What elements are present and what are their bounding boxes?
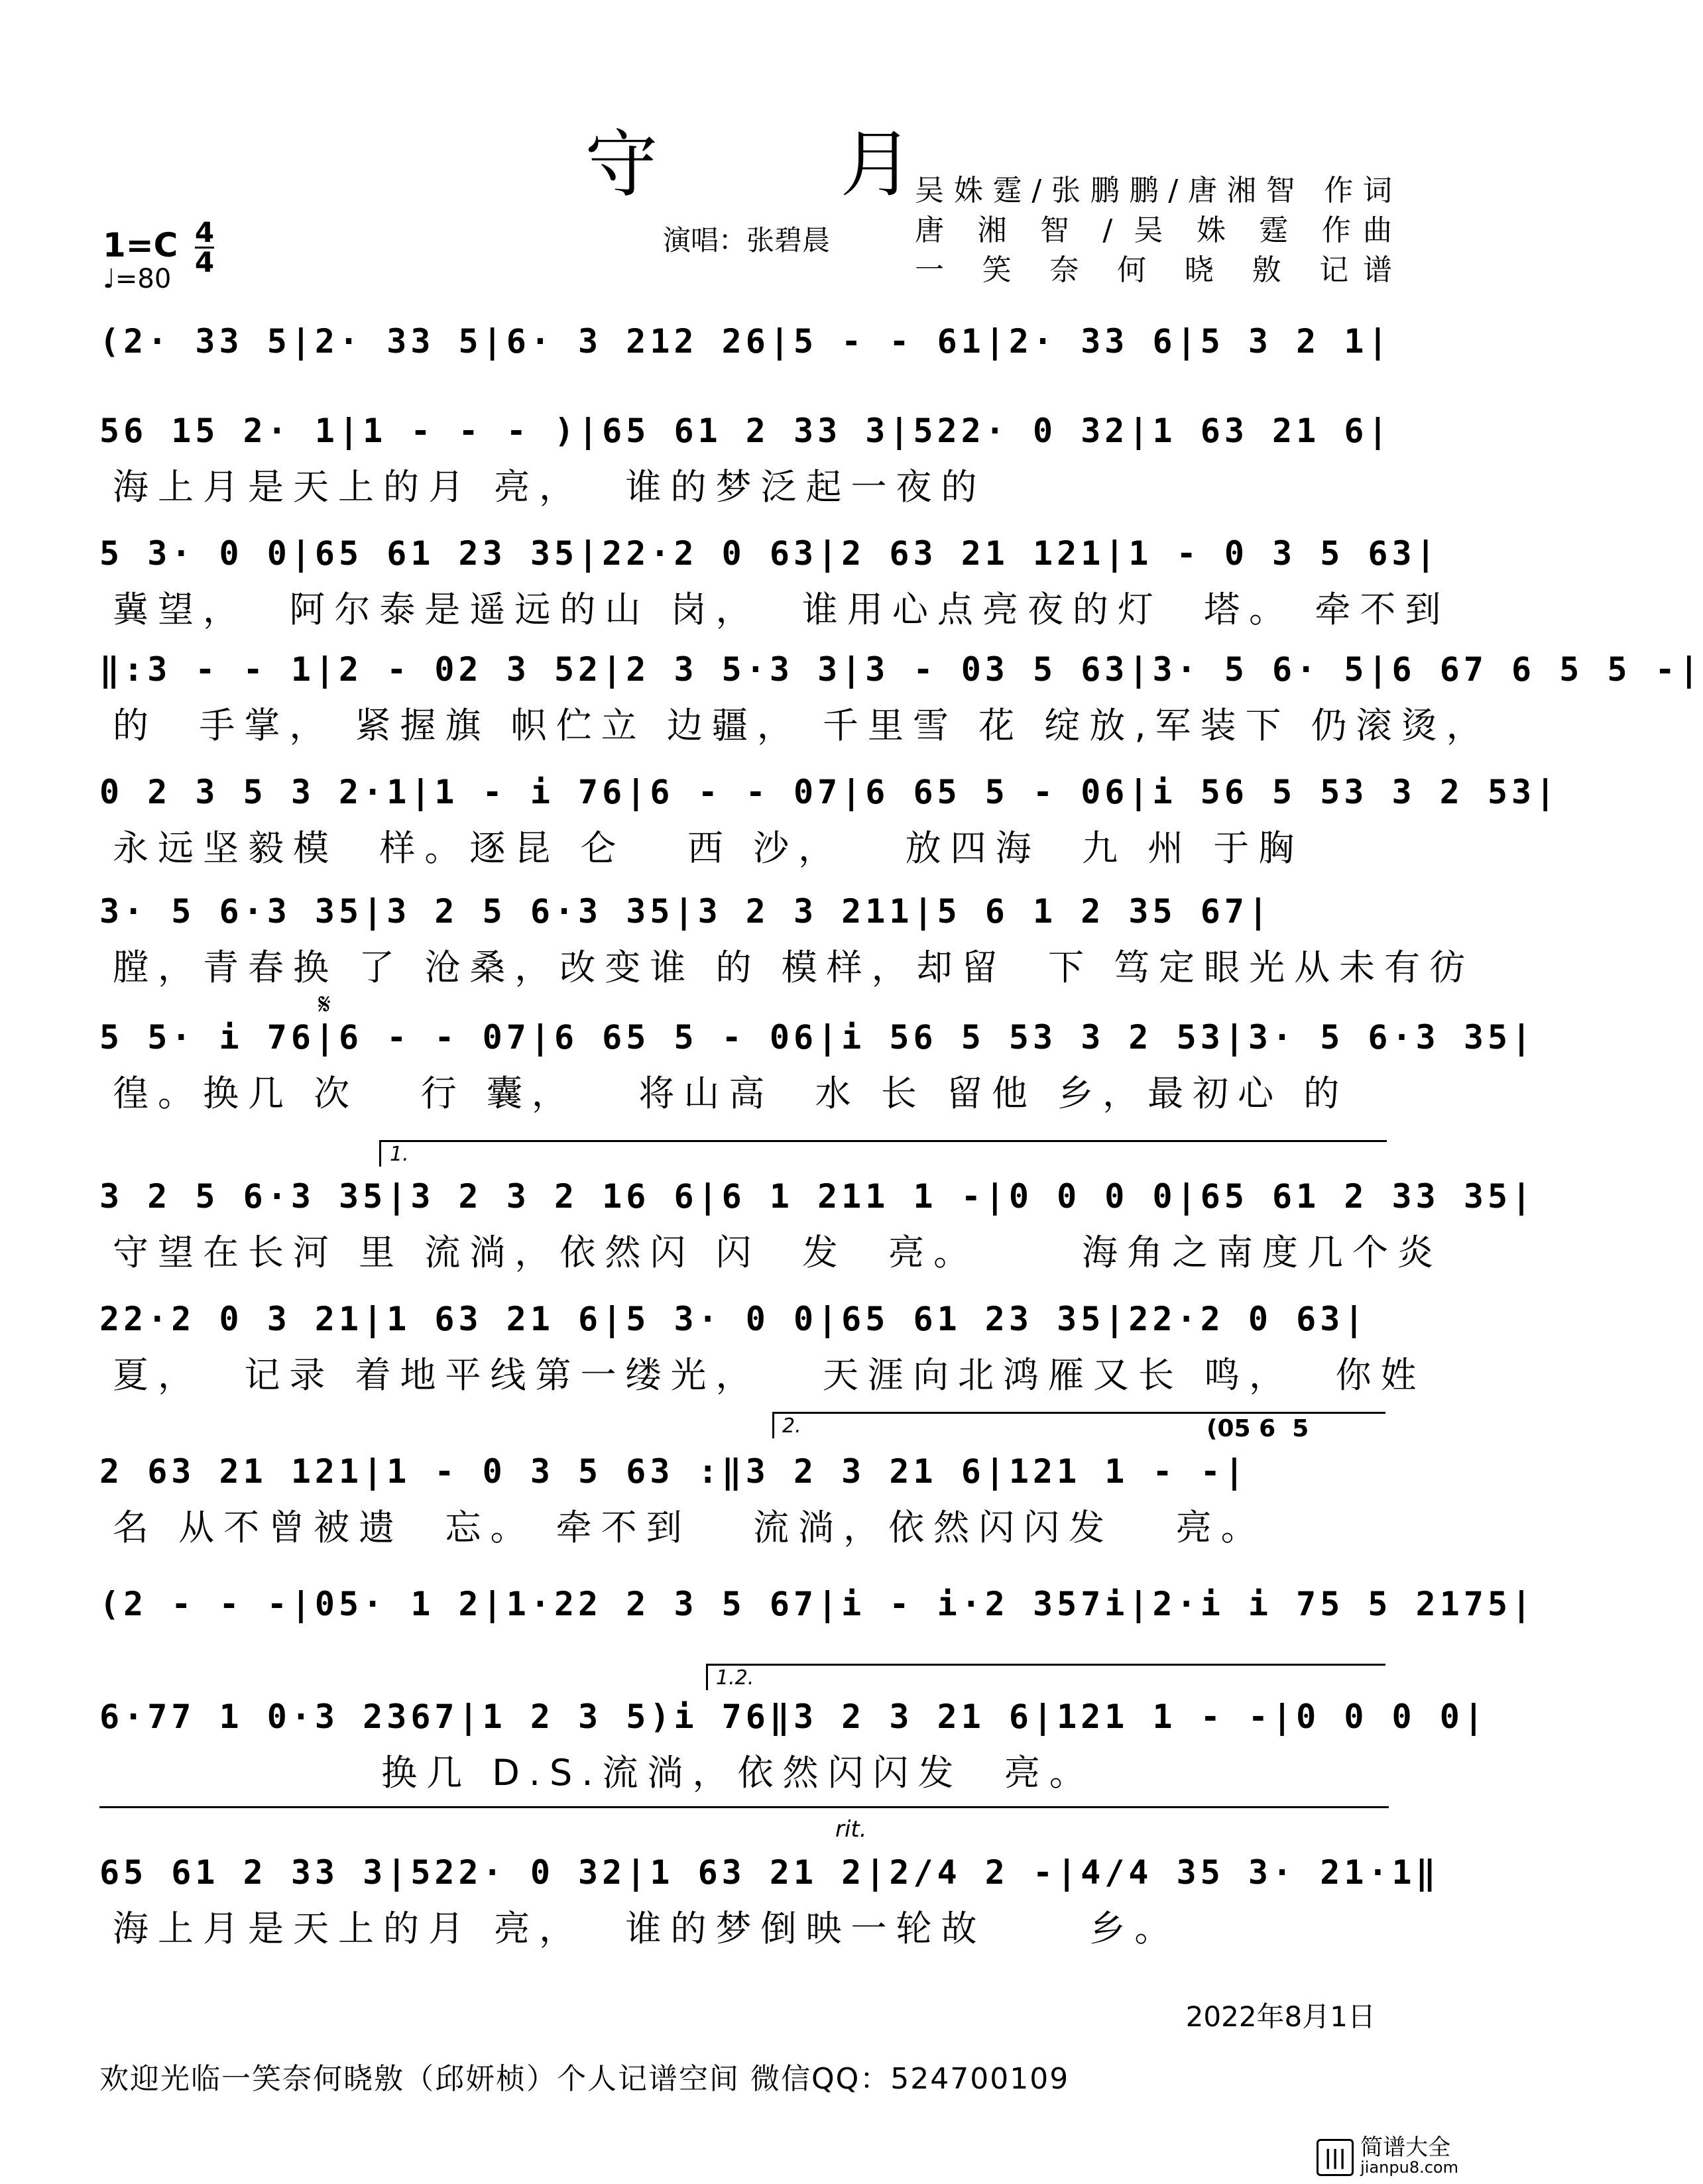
volta-bracket-2-edge [772, 1412, 774, 1438]
score-system-7 [99, 1007, 1536, 1120]
volta-bracket-2 [772, 1412, 1385, 1414]
ossia-notes: (05 6 5 [1206, 1415, 1309, 1442]
volta-bracket-1-edge [379, 1140, 381, 1167]
logo-main: 简谱大全 [1360, 2134, 1451, 2161]
transcriber-credit: 一 笑 奈 何 晓 敫 记谱 [915, 253, 1392, 287]
key-label: 1=C [103, 226, 178, 264]
notation-line: 6·77 1 0·3 2367|1 2 3 5)i 76‖3 2 3 21 6|121 1 - -|0 0 0 0| [99, 1697, 1488, 1736]
coda-line [99, 1806, 1389, 1808]
score-system-3 [99, 524, 1450, 636]
notation-line: ‖:3 - - 1|2 - 02 3 52|2 3 5·3 3|3 - 03 5 63|3· 5 6· 5|6 67 6 5 5 -| [99, 650, 1703, 689]
score-system-6 [99, 882, 1475, 994]
lyric-line: 名 从不曾被遗 忘。 牵不到 流淌，依然闪闪发 亮。 [113, 1507, 1266, 1548]
notation-line: 22·2 0 3 21|1 63 21 6|5 3· 0 0|65 61 23 35|22·2 0 63| [99, 1300, 1368, 1338]
time-bottom: 4 [194, 246, 215, 278]
notation-line: 0 2 3 5 3 2·1|1 - i 76|6 - - 07|6 65 5 - 06|i 56 5 53 3 2 53| [99, 773, 1560, 811]
score-system-4 [99, 640, 1703, 752]
notation-line: 3· 5 6·3 35|3 2 5 6·3 35|3 2 3 211|5 6 1 2 35 67| [99, 892, 1273, 931]
time-top: 4 [194, 216, 215, 249]
volta-2-label: 2. [782, 1414, 801, 1438]
score-system-10 [99, 1442, 1399, 1554]
credits-block [915, 171, 1392, 290]
volta-1-label: 1. [390, 1143, 409, 1166]
logo-text [1360, 2134, 1458, 2177]
singer-credit: 演唱：张碧晨 [663, 224, 831, 257]
volta-bracket-12 [706, 1664, 1385, 1666]
volta-bracket-12-edge [706, 1664, 708, 1690]
notation-line: 3 2 5 6·3 35|3 2 3 2 16 6|6 1 211 1 -|0 0 0 0|65 61 2 33 35| [99, 1177, 1536, 1216]
score-system-13 [99, 1843, 1440, 1955]
logo-sub: jianpu8.com [1360, 2158, 1458, 2177]
logo-icon: ||| [1317, 2139, 1354, 2176]
score-system-9 [99, 1289, 1426, 1402]
lyric-line: 膛，青春换 了 沧桑，改变谁 的 模样，却留 下 笃定眼光从未有彷 [113, 947, 1475, 988]
transcription-date: 2022年8月1日 [1185, 2000, 1376, 2033]
notation-line: (2· 33 5|2· 33 5|6· 3 212 26|5 - - 61|2· 33 6|5 3 2 1| [99, 322, 1392, 361]
composer-credit: 唐 湘 智 / 吴 姝 霆 作曲 [915, 213, 1392, 247]
lyric-line: 夏， 记录 着地平线第一缕光， 天涯向北鸿雁又长 鸣， 你姓 [113, 1354, 1426, 1396]
score-system-8 [99, 1167, 1536, 1279]
notation-line: 5 3· 0 0|65 61 23 35|22·2 0 63|2 63 21 121|1 - 0 3 5 63| [99, 534, 1440, 573]
rit-mark: rit. [835, 1816, 867, 1843]
notation-line: 65 61 2 33 3|522· 0 32|1 63 21 2|2/4 2 -|4/4 35 3· 21·1‖ [99, 1853, 1440, 1892]
time-signature [194, 216, 215, 278]
lyric-line: 海上月是天上的月 亮， 谁的梦倒映一轮故 乡。 [113, 1908, 1180, 1949]
notation-line: 2 63 21 121|1 - 0 3 5 63 :‖3 2 3 21 6|121 1 - -| [99, 1452, 1248, 1491]
score-system-12 [99, 1687, 1488, 1800]
score-system-5 [99, 762, 1560, 875]
lyric-line: 海上月是天上的月 亮， 谁的梦泛起一夜的 [113, 466, 986, 508]
volta-12-label: 1.2. [716, 1666, 754, 1690]
lyricist-credit: 吴姝霆/张鹏鹏/唐湘智 作词 [915, 174, 1392, 207]
segno-mark: 𝄋 [318, 988, 331, 1021]
notation-line: 56 15 2· 1|1 - - - )|65 61 2 33 3|522· 0 32|1 63 21 6| [99, 412, 1392, 450]
lyric-line: 守望在长河 里 流淌，依然闪 闪 发 亮。 海角之南度几个炎 [113, 1232, 1442, 1273]
tempo-mark: ♩=80 [103, 264, 172, 294]
notation-line: (2 - - -|05· 1 2|1·22 2 3 5 67|i - i·2 357i|2·i i 75 5 2175| [99, 1585, 1536, 1623]
lyric-line: 的 手掌， 紧握旗 帜伫立 边疆， 千里雪 花 绽放,军装下 仍滚烫， [113, 705, 1492, 746]
score-system-2 [99, 401, 1399, 514]
volta-bracket-1 [379, 1140, 1387, 1142]
notation-line: 5 5· i 76|6 - - 07|6 65 5 - 06|i 56 5 53 3 2 53|3· 5 6·3 35| [99, 1018, 1536, 1057]
lyric-line: 永远坚毅模 样。逐昆 仑 西 沙， 放四海 九 州 于胸 [113, 827, 1304, 869]
lyric-line: 冀望， 阿尔泰是遥远的山 岗， 谁用心点亮夜的灯 塔。 牵不到 [113, 589, 1450, 630]
site-logo [1317, 2134, 1458, 2177]
lyric-line: 换几 D.S.流淌，依然闪闪发 亮。 [113, 1752, 1094, 1794]
song-title: 守 月 [585, 122, 993, 207]
footer-credit: 欢迎光临一笑奈何晓敫（邱妍桢）个人记谱空间 微信QQ：524700109 [99, 2062, 1070, 2096]
lyric-line: 徨。换几 次 行 囊， 将山高 水 长 留他 乡，最初心 的 [113, 1072, 1349, 1114]
